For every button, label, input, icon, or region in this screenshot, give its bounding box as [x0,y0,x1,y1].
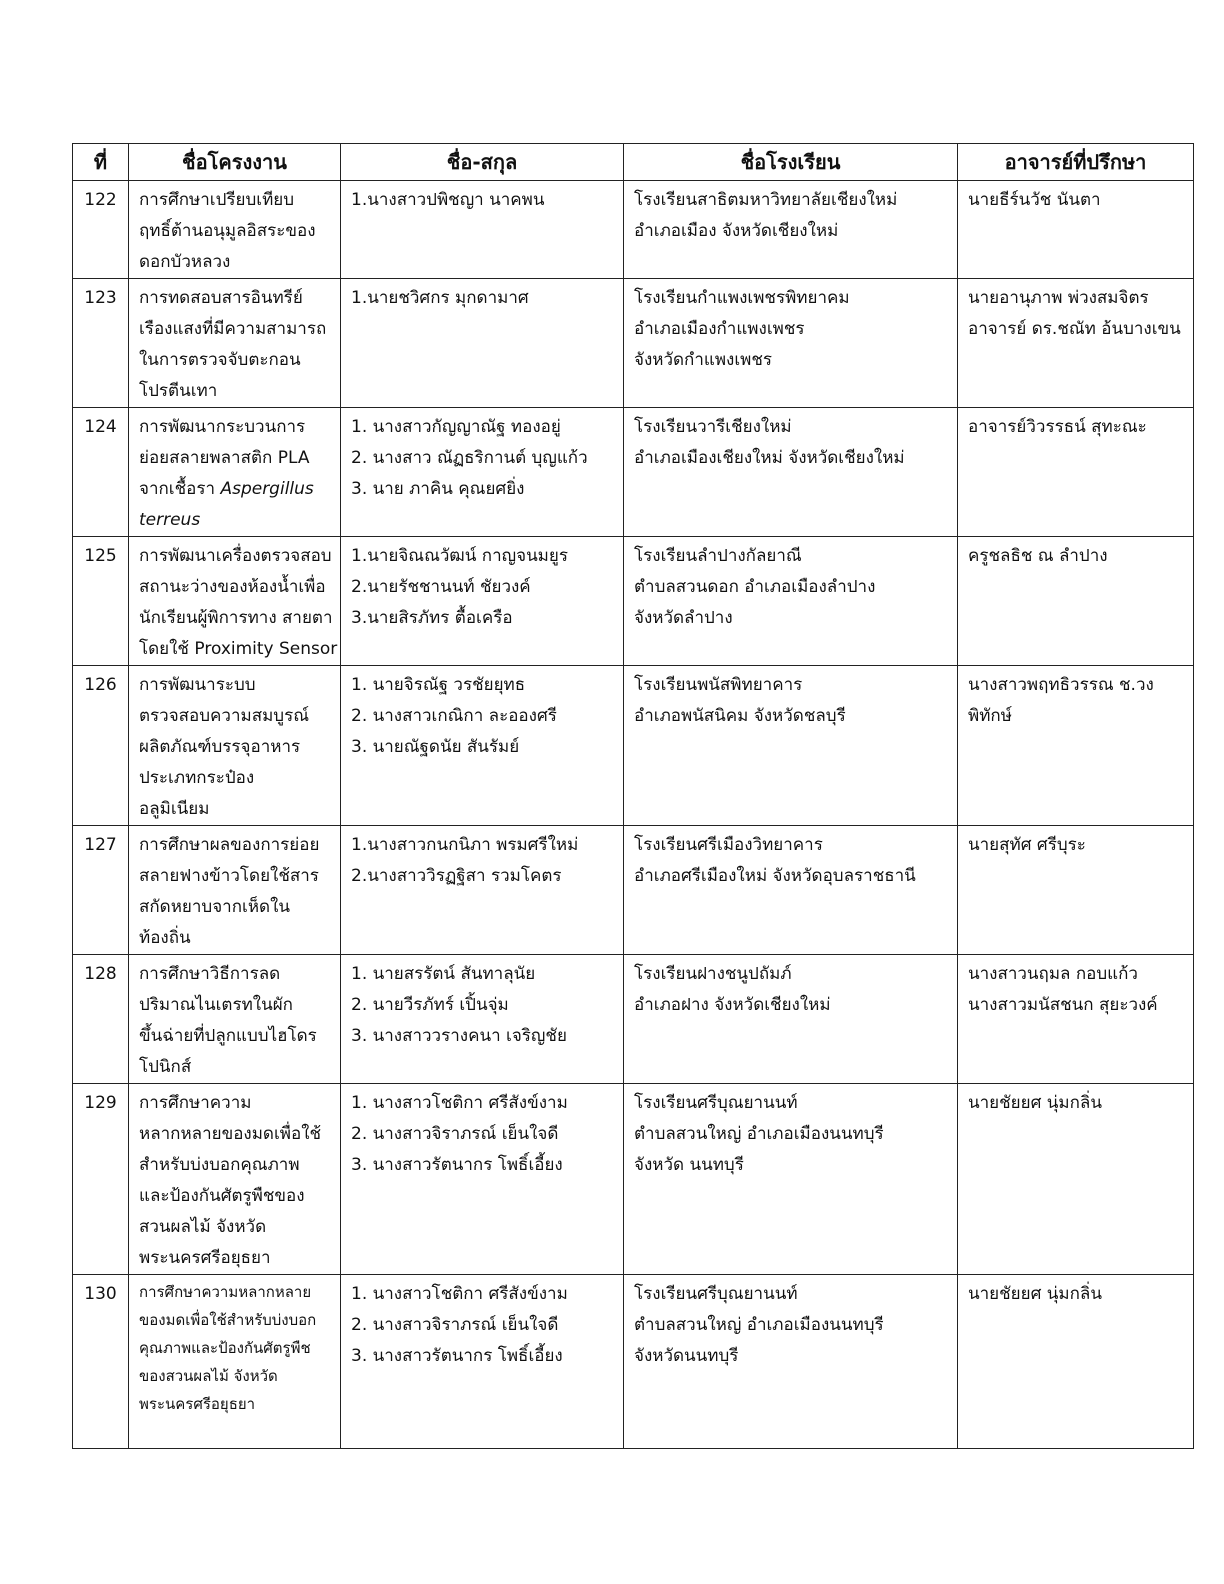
members-line: 1. นางสาวโชติกา ศรีสังข์งาม [351,1284,568,1304]
row-number: 127 [73,826,129,955]
row-number: 129 [73,1084,129,1275]
advisor-line: นายอานุภาพ พ่วงสมจิตร [968,288,1149,308]
project-line: โดยใช้ Proximity Sensor [139,639,338,659]
project-line: การศึกษาผลของการย่อย [139,835,320,855]
project-line: ของสวนผลไม้ จังหวัด [139,1367,278,1385]
project-text: จากเชื้อรา [139,479,216,499]
project-line: โปนิกส์ [139,1057,192,1077]
project-line: สวนผลไม้ จังหวัด [139,1217,267,1237]
advisor-cell [958,955,1194,1084]
school-line: โรงเรียนวารีเชียงใหม่ [634,417,792,437]
project-cell [129,537,341,666]
members-line: 1. นายจิรณัฐ วรชัยยุทธ [351,675,526,695]
members-line: 3. นางสาววรางคนา เจริญชัย [351,1026,567,1046]
project-line: พระนครศรีอยุธยา [139,1248,271,1268]
project-line: การศึกษาความหลากหลาย [139,1283,312,1301]
school-line: จังหวัดกำแพงเพชร [634,350,773,370]
project-cell [129,955,341,1084]
row-number: 124 [73,408,129,537]
school-cell [624,666,958,826]
project-line: ของมดเพื่อใช้สำหรับบ่งบอก [139,1311,317,1329]
table-row [73,955,1194,1084]
school-cell [624,955,958,1084]
project-line: นักเรียนผู้พิการทาง สายตา [139,608,333,628]
project-line: การพัฒนาเครื่องตรวจสอบ [139,546,332,566]
school-line: อำเภอฝาง จังหวัดเชียงใหม่ [634,995,831,1015]
table-row [73,537,1194,666]
members-line: 1. นางสาวกัญญาณัฐ ทองอยู่ [351,417,561,437]
members-cell [341,537,624,666]
members-line: 1. นางสาวโชติกา ศรีสังข์งาม [351,1093,568,1113]
members-line: 2. นางสาวจิราภรณ์ เย็นใจดี [351,1315,559,1335]
project-line: สถานะว่างของห้องน้ำเพื่อ [139,577,326,597]
project-line: การศึกษาเปรียบเทียบ [139,190,295,210]
project-line: สำหรับบ่งบอกคุณภาพ [139,1155,300,1175]
advisor-cell [958,279,1194,408]
advisor-cell [958,1275,1194,1449]
advisor-line: นายชัยยศ นุ่มกลิ่น [968,1284,1102,1304]
school-cell [624,826,958,955]
project-line: อลูมิเนียม [139,799,210,819]
row-number: 125 [73,537,129,666]
project-cell [129,1275,341,1449]
project-line: ดอกบัวหลวง [139,252,231,272]
project-cell [129,826,341,955]
members-line: 2.นายรัชชานนท์ ชัยวงค์ [351,577,531,597]
advisor-line: นายธีร์นวัช นันตา [968,190,1101,210]
advisor-line: นางสาวนฤมล กอบแก้ว [968,964,1138,984]
table-row [73,666,1194,826]
members-line: 3. นาย ภาคิน คุณยศยิ่ง [351,479,525,499]
school-cell [624,279,958,408]
project-line: ประเภทกระป๋อง [139,768,255,788]
project-line: ขึ้นฉ่ายที่ปลูกแบบไฮโดร [139,1026,317,1046]
advisor-cell [958,826,1194,955]
members-cell [341,1275,624,1449]
project-line: สกัดหยาบจากเห็ดใน [139,897,290,917]
header-members: ชื่อ-สกุล [341,144,624,181]
advisor-line: นายชัยยศ นุ่มกลิ่น [968,1093,1102,1113]
members-line: 3. นายณัฐดนัย สันรัมย์ [351,737,520,757]
advisor-line: นางสาวมนัสชนก สุยะวงค์ [968,995,1158,1015]
members-cell [341,666,624,826]
project-line: พระนครศรีอยุธยา [139,1395,256,1413]
table-row [73,826,1194,955]
members-line: 2. นางสาว ณัฏธริกานต์ บุญแก้ว [351,448,588,468]
project-cell [129,279,341,408]
project-cell [129,666,341,826]
school-line: โรงเรียนสาธิตมหาวิทยาลัยเชียงใหม่ [634,190,898,210]
school-line: อำเภอเมืองกำแพงเพชร [634,319,805,339]
members-line: 3. นางสาวรัตนากร โพธิ์เอี้ยง [351,1155,563,1175]
school-line: โรงเรียนลำปางกัลยาณี [634,546,802,566]
school-line: อำเภอเมืองเชียงใหม่ จังหวัดเชียงใหม่ [634,448,905,468]
members-line: 1.นายจิณณวัฒน์ กาญจนมยูร [351,546,568,566]
members-cell [341,826,624,955]
row-number: 123 [73,279,129,408]
project-line: การศึกษาความ [139,1093,252,1113]
project-line: หลากหลายของมดเพื่อใช้ [139,1124,322,1144]
project-cell [129,1084,341,1275]
school-line: อำเภอเมือง จังหวัดเชียงใหม่ [634,221,839,241]
project-line: โปรตีนเทา [139,381,218,401]
members-line: 1.นายชวิศกร มุกดามาศ [351,288,529,308]
project-line: ฤทธิ์ต้านอนุมูลอิสระของ [139,221,316,241]
members-cell [341,955,624,1084]
project-line: คุณภาพและป้องกันศัตรูพืช [139,1339,311,1357]
project-line: การศึกษาวิธีการลด [139,964,281,984]
members-cell [341,408,624,537]
project-cell [129,408,341,537]
school-line: จังหวัดนนทบุรี [634,1346,739,1366]
project-line: ผลิตภัณฑ์บรรจุอาหาร [139,737,301,757]
school-line: โรงเรียนศรีบุณยานนท์ [634,1284,798,1304]
table-row [73,408,1194,537]
project-line: ตรวจสอบความสมบูรณ์ [139,706,309,726]
advisor-cell [958,1084,1194,1275]
projects-table [72,143,1194,1449]
school-line: จังหวัด นนทบุรี [634,1155,744,1175]
project-line: ย่อยสลายพลาสติก PLA [139,448,310,468]
school-line: โรงเรียนฝางชนูปถัมภ์ [634,964,792,984]
school-line: อำเภอศรีเมืองใหม่ จังหวัดอุบลราชธานี [634,866,916,886]
school-line: จังหวัดลำปาง [634,608,733,628]
members-line: 3. นางสาวรัตนากร โพธิ์เอี้ยง [351,1346,563,1366]
members-line: 2.นางสาววิรฏฐิสา รวมโคตร [351,866,562,886]
members-line: 1.นางสาวปพิชญา นาคพน [351,190,545,210]
members-cell [341,1084,624,1275]
project-line: การทดสอบสารอินทรีย์ [139,288,303,308]
row-number: 130 [73,1275,129,1449]
project-line: ปริมาณไนเตรทในผัก [139,995,293,1015]
members-line: 2. นางสาวจิราภรณ์ เย็นใจดี [351,1124,559,1144]
members-line: 2. นายวีรภัทร์ เปิ้นจุ่ม [351,995,509,1015]
school-cell [624,1275,958,1449]
advisor-line: อาจารย์ ดร.ชณัท อ้นบางเขน [968,319,1181,339]
school-line: ตำบลสวนใหญ่ อำเภอเมืองนนทบุรี [634,1315,884,1335]
advisor-line: ครูชลธิช ณ ลำปาง [968,546,1108,566]
project-line: การพัฒนากระบวนการ [139,417,306,437]
school-line: โรงเรียนศรีเมืองวิทยาคาร [634,835,823,855]
table-row [73,181,1194,279]
members-line: 3.นายสิรภัทร ตื้อเครือ [351,608,513,628]
advisor-line: พิทักษ์ [968,706,1012,726]
members-line: 1.นางสาวกนกนิภา พรมศรีใหม่ [351,835,579,855]
project-cell [129,181,341,279]
advisor-line: นายสุทัศ ศรีบุระ [968,835,1086,855]
table-row [73,1275,1194,1449]
advisor-line: อาจารย์วิวรรธน์ สุทะณะ [968,417,1147,437]
school-cell [624,408,958,537]
members-line: 1. นายสรรัตน์ สันทาลุนัย [351,964,536,984]
members-cell [341,279,624,408]
school-line: ตำบลสวนดอก อำเภอเมืองลำปาง [634,577,876,597]
school-cell [624,181,958,279]
project-line [139,474,334,505]
project-line: สลายฟางข้าวโดยใช้สาร [139,866,319,886]
species-name: Aspergillus [220,479,314,499]
school-line: ตำบลสวนใหญ่ อำเภอเมืองนนทบุรี [634,1124,884,1144]
project-line: ในการตรวจจับตะกอน [139,350,301,370]
school-cell [624,537,958,666]
school-line: โรงเรียนกำแพงเพชรพิทยาคม [634,288,850,308]
school-line: โรงเรียนศรีบุณยานนท์ [634,1093,798,1113]
header-project: ชื่อโครงงาน [129,144,341,181]
advisor-line: นางสาวพฤทธิวรรณ ช.วง [968,675,1154,695]
members-cell [341,181,624,279]
advisor-cell [958,408,1194,537]
header-advisor: อาจารย์ที่ปรึกษา [958,144,1194,181]
advisor-cell [958,181,1194,279]
table-row [73,1084,1194,1275]
project-line: เรืองแสงที่มีความสามารถ [139,319,327,339]
table-header-row [73,144,1194,181]
advisor-cell [958,666,1194,826]
row-number: 126 [73,666,129,826]
table-row [73,279,1194,408]
school-line: โรงเรียนพนัสพิทยาคาร [634,675,803,695]
project-line: และป้องกันศัตรูพืชของ [139,1186,305,1206]
project-line: การพัฒนาระบบ [139,675,256,695]
header-no: ที่ [73,144,129,181]
row-number: 122 [73,181,129,279]
row-number: 128 [73,955,129,1084]
members-line: 2. นางสาวเกณิกา ละอองศรี [351,706,557,726]
school-line: อำเภอพนัสนิคม จังหวัดชลบุรี [634,706,846,726]
advisor-cell [958,537,1194,666]
project-line: ท้องถิ่น [139,928,191,948]
school-cell [624,1084,958,1275]
species-name: terreus [139,510,201,530]
header-school: ชื่อโรงเรียน [624,144,958,181]
